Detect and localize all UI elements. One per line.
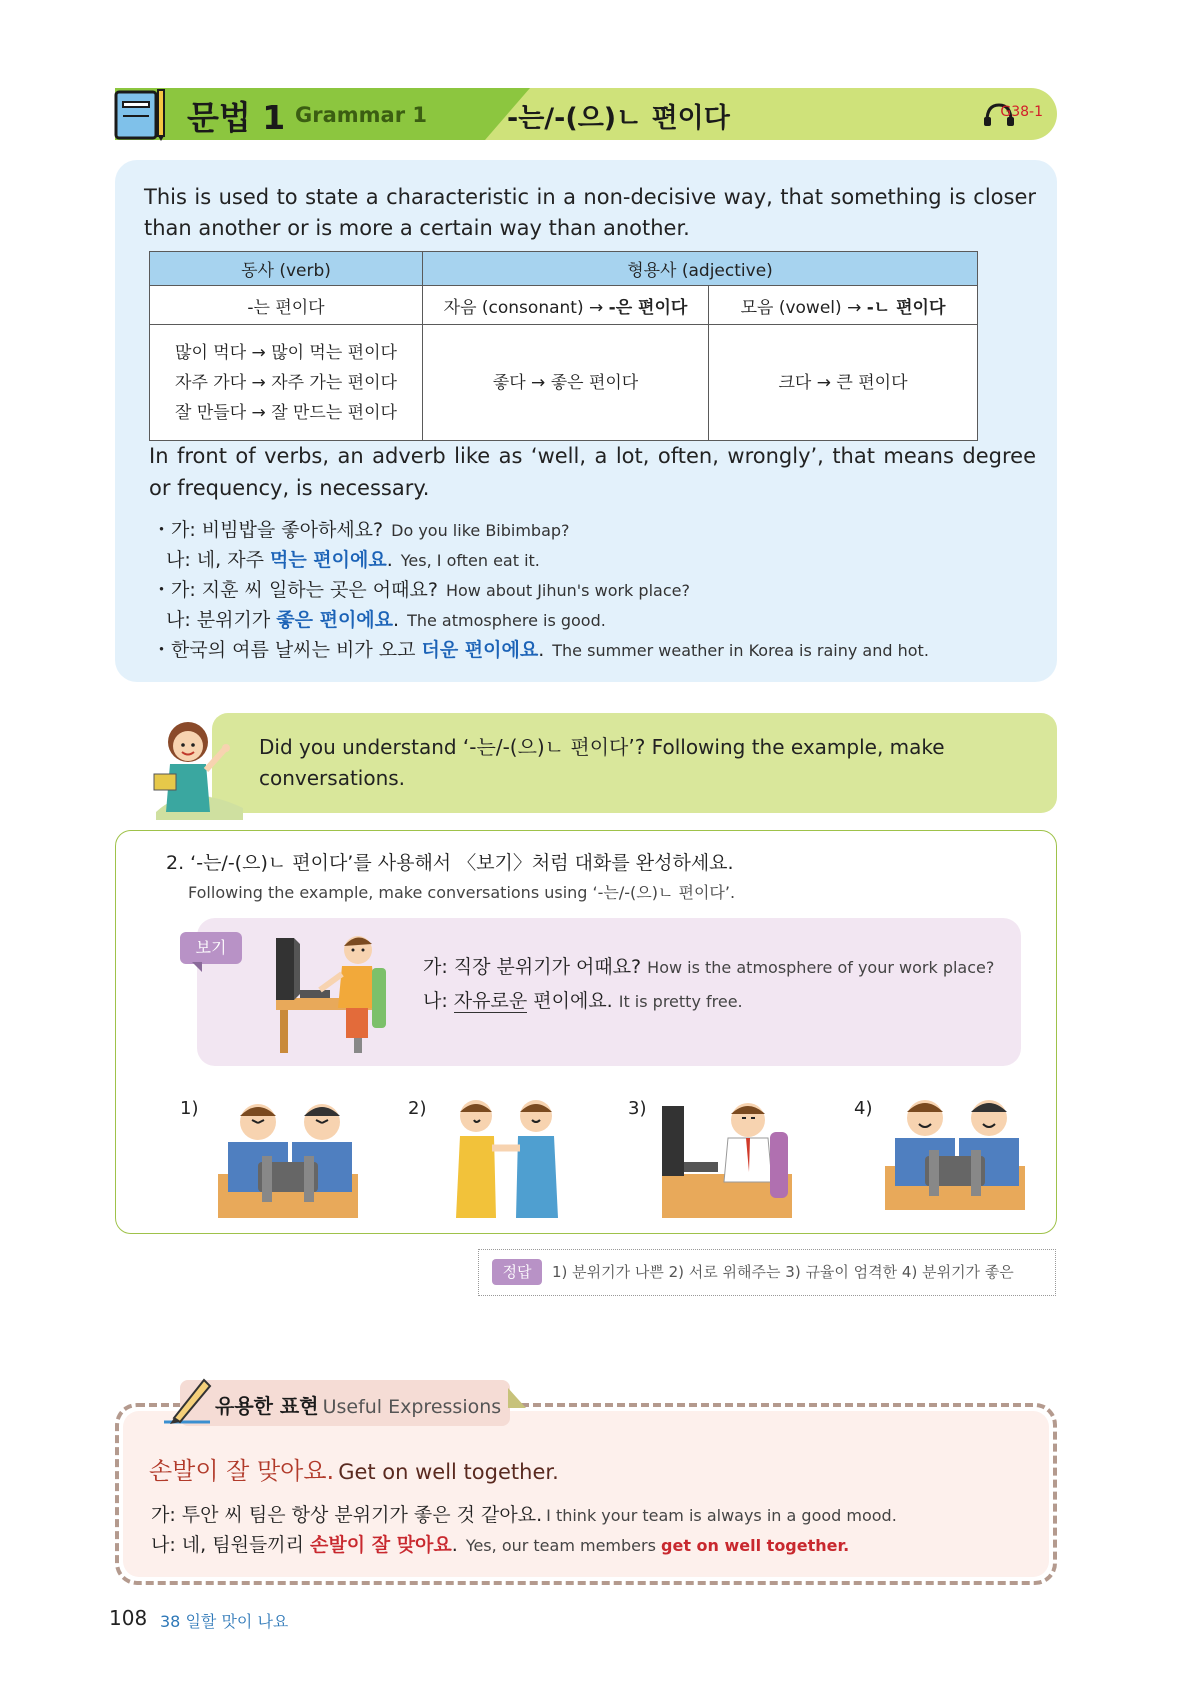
item-number: 1): [180, 1098, 199, 1119]
header-title: 문법 1: [187, 98, 286, 137]
expression-headline: 손발이 잘 맞아요. Get on well together.: [149, 1457, 559, 1485]
item-number: 3): [628, 1098, 647, 1119]
consonant-rule: -은 편이다: [608, 297, 688, 318]
arrow-icon: →: [246, 402, 272, 423]
vowel-label: 모음 (vowel): [740, 297, 842, 318]
expression-example: 가: 투안 씨 팀은 항상 분위기가 좋은 것 같아요. I think your team is always in a good mood.: [151, 1504, 897, 1526]
arrow-icon: →: [246, 342, 272, 363]
verb-examples-cell: [150, 325, 423, 441]
vowel-example-cell: 크다 → 큰 편이다: [709, 325, 978, 441]
arrow-icon: →: [589, 297, 609, 318]
example-question: 가: 직장 분위기가 어때요? How is the atmosphere of your work place?: [423, 956, 995, 978]
arrow-icon: →: [246, 372, 272, 393]
strict-office-illustration: [662, 1092, 792, 1218]
bogi-tag: 보기: [180, 932, 242, 964]
chapter-title: 38 일할 맛이 나요: [160, 1612, 289, 1631]
coworkers-happy-illustration: [885, 1090, 1025, 1210]
page-number: 108: [109, 1606, 148, 1630]
pen-icon: [160, 1374, 216, 1426]
verb-example: 잘 만들다 → 잘 만드는 편이다: [175, 402, 397, 423]
explanation-intro: This is used to state a characteristic in a non-decisive way, that something is closer than another or is more a certain way than another.: [144, 185, 1036, 240]
book-icon: [113, 86, 169, 142]
item-number: 4): [854, 1098, 873, 1119]
adverb-note: In front of verbs, an adverb like as ‘well, a lot, often, wrongly’, that means degree or frequency, is necessary.: [149, 444, 1036, 500]
arrow-icon: →: [525, 372, 551, 393]
consonant-label: 자음 (consonant): [443, 297, 584, 318]
arrow-icon: →: [811, 372, 837, 393]
vowel-rule-cell: [709, 286, 978, 325]
example-line: 나: 분위기가 좋은 편이에요. The atmosphere is good.: [166, 609, 606, 631]
arrow-icon: →: [847, 297, 867, 318]
check-question: Did you understand ‘-는/-(으)ㄴ 편이다’? Following the example, make conversations.: [259, 735, 945, 790]
example-line: ・가: 지훈 씨 일하는 곳은 어때요? How about Jihun's work place?: [152, 579, 690, 601]
example-line: 나: 네, 자주 먹는 편이에요. Yes, I often eat it.: [166, 549, 540, 571]
item-number: 2): [408, 1098, 427, 1119]
adjective-header: 형용사 (adjective): [423, 252, 978, 286]
consonant-example-cell: 좋다 → 좋은 편이다: [423, 325, 709, 441]
coworkers-supportive-illustration: [448, 1092, 563, 1218]
verb-header: 동사 (verb): [150, 252, 423, 286]
example-line: ・가: 비빔밥을 좋아하세요? Do you like Bibimbap?: [152, 519, 570, 541]
grammar-header: [115, 88, 1057, 140]
conjugation-table: [149, 251, 978, 441]
consonant-rule-cell: [423, 286, 709, 325]
coworkers-arguing-illustration: [218, 1092, 358, 1218]
answer-tag: 정답: [492, 1259, 542, 1285]
grammar-pattern: -는/-(으)ㄴ 편이다: [507, 103, 730, 134]
verb-rule: -는 편이다: [150, 286, 423, 325]
header-subtitle: Grammar 1: [295, 103, 427, 127]
useful-expressions-title: 유용한 표현 Useful Expressions: [215, 1394, 502, 1418]
expression-example: 나: 네, 팀원들끼리 손발이 잘 맞아요. Yes, our team members get on well together.: [151, 1534, 850, 1556]
teacher-illustration: [148, 712, 243, 820]
verb-example: 자주 가다 → 자주 가는 편이다: [175, 372, 397, 393]
vowel-rule: -ㄴ 편이다: [866, 297, 946, 318]
answer-underline: 자유로운: [453, 990, 528, 1012]
bogi-tag-tail: [192, 962, 202, 972]
example-answer: 나: 자유로운 편이에요. It is pretty free.: [423, 990, 743, 1012]
exercise-subtitle: Following the example, make conversations using ‘-는/-(으)ㄴ 편이다’.: [188, 883, 736, 902]
exercise-title: 2. ‘-는/-(으)ㄴ 편이다’를 사용해서 〈보기〉처럼 대화를 완성하세요.: [166, 852, 734, 874]
office-worker-illustration: [276, 928, 396, 1053]
audio-track-code[interactable]: G38-1: [1000, 104, 1043, 120]
verb-example: 많이 먹다 → 많이 먹는 편이다: [175, 342, 397, 363]
tab-fold: [508, 1388, 526, 1408]
example-line: ・한국의 여름 날씨는 비가 오고 더운 편이에요. The summer weather in Korea is rainy and hot.: [152, 639, 929, 661]
answer-text: 1) 분위기가 나쁜 2) 서로 위해주는 3) 규율이 엄격한 4) 분위기가 좋은: [552, 1263, 1014, 1281]
